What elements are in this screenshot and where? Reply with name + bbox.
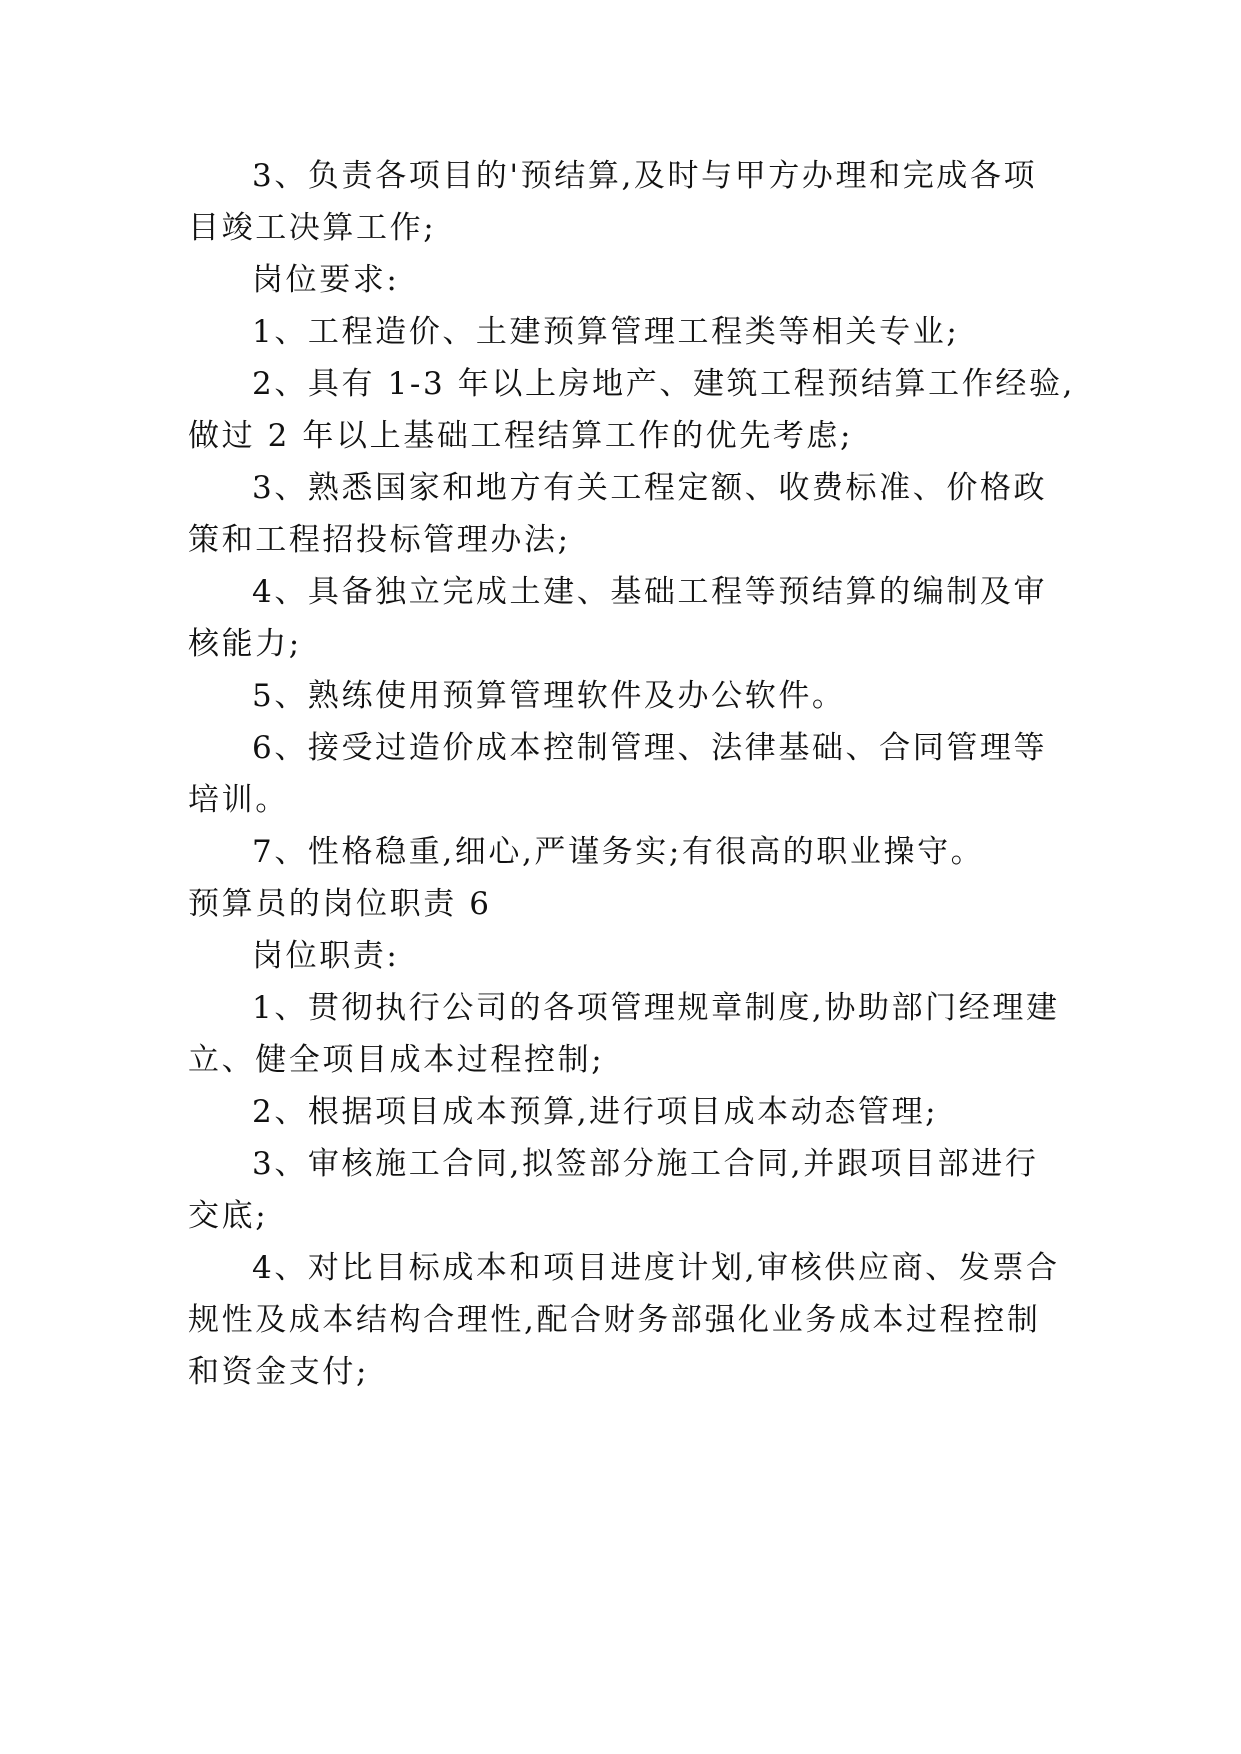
- text-line: 4、对比目标成本和项目进度计划,审核供应商、发票合: [252, 1250, 1060, 1286]
- section-title: 预算员的岗位职责 6: [188, 886, 492, 922]
- text-line: 7、性格稳重,细心,严谨务实;有很高的职业操守。: [252, 834, 985, 870]
- section-heading: 岗位职责:: [252, 938, 400, 974]
- text-line: 和资金支付;: [188, 1354, 370, 1390]
- text-line: 培训。: [188, 782, 289, 818]
- text-line: 6、接受过造价成本控制管理、法律基础、合同管理等: [252, 730, 1048, 766]
- text-line: 3、负责各项目的'预结算,及时与甲方办理和完成各项: [252, 158, 1038, 194]
- text-line: 1、工程造价、土建预算管理工程类等相关专业;: [252, 314, 960, 350]
- text-line: 5、熟练使用预算管理软件及办公软件。: [252, 678, 846, 714]
- text-line: 交底;: [188, 1198, 269, 1234]
- text-line: 1、贯彻执行公司的各项管理规章制度,协助部门经理建: [252, 990, 1060, 1026]
- text-line: 核能力;: [188, 626, 302, 662]
- text-line: 4、具备独立完成土建、基础工程等预结算的编制及审: [252, 574, 1048, 610]
- text-line: 立、健全项目成本过程控制;: [188, 1042, 605, 1078]
- text-line: 目竣工决算工作;: [188, 210, 437, 246]
- text-line: 2、根据项目成本预算,进行项目成本动态管理;: [252, 1094, 939, 1130]
- text-line: 3、审核施工合同,拟签部分施工合同,并跟项目部进行: [252, 1146, 1039, 1182]
- text-line: 规性及成本结构合理性,配合财务部强化业务成本过程控制: [188, 1302, 1041, 1338]
- text-line: 策和工程招投标管理办法;: [188, 522, 571, 558]
- text-line: 2、具有 1-3 年以上房地产、建筑工程预结算工作经验,: [252, 366, 1076, 402]
- section-heading: 岗位要求:: [252, 262, 400, 298]
- text-line: 做过 2 年以上基础工程结算工作的优先考虑;: [188, 418, 854, 454]
- text-line: 3、熟悉国家和地方有关工程定额、收费标准、价格政: [252, 470, 1048, 506]
